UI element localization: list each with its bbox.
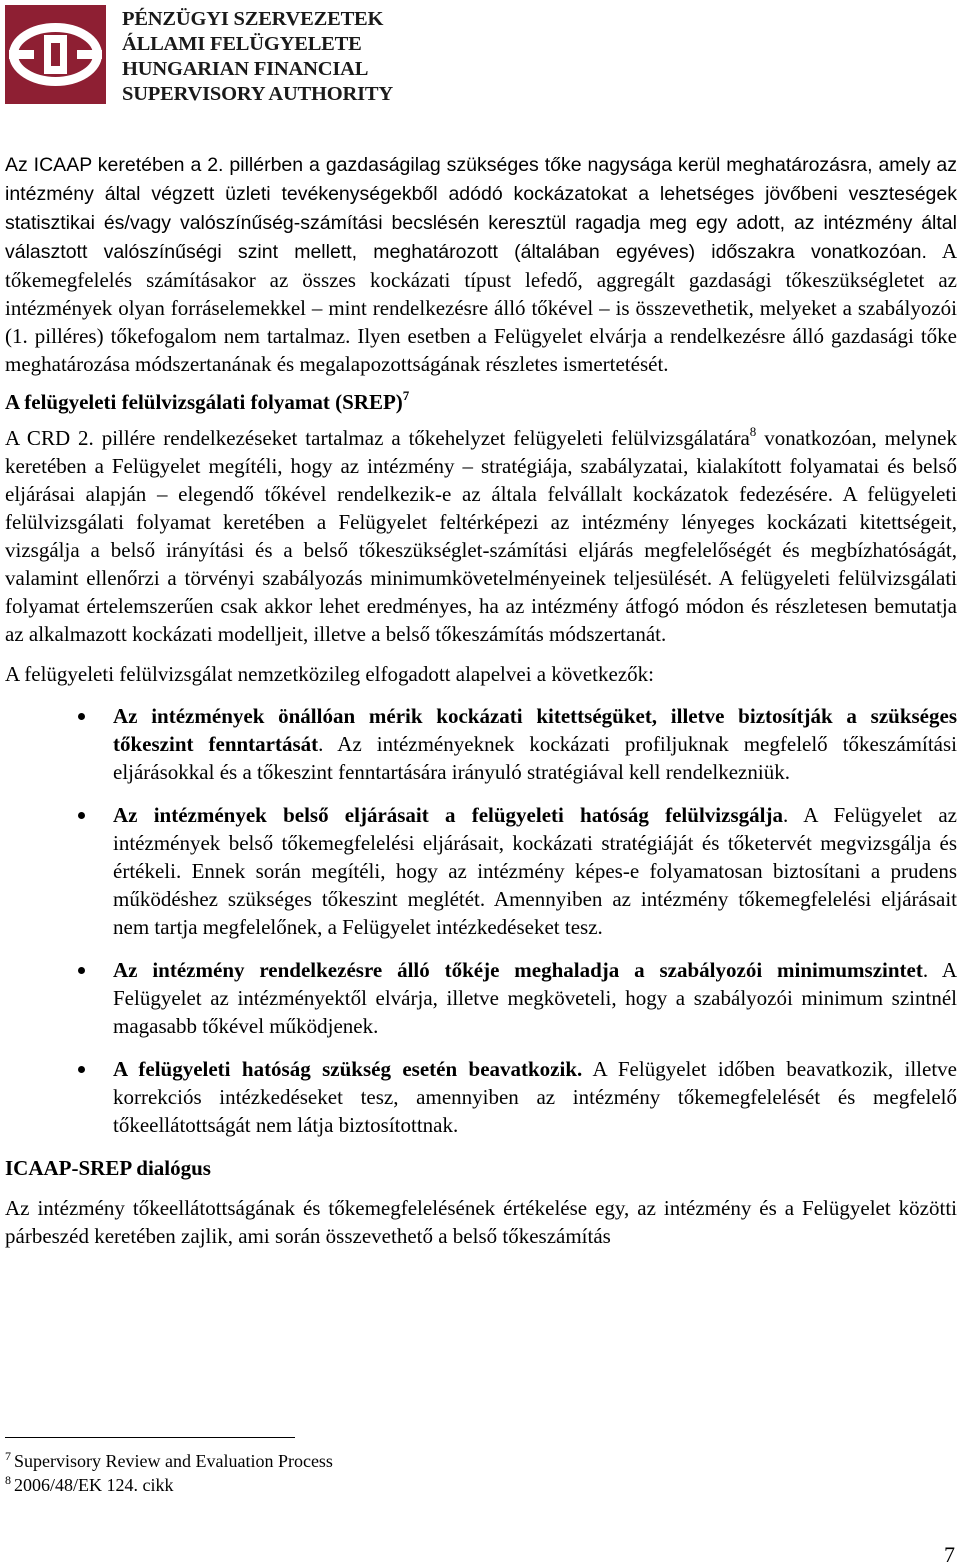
org-name-line: HUNGARIAN FINANCIAL	[122, 58, 369, 80]
footnote-item	[5, 1473, 333, 1497]
footnote-ref[interactable]: 7	[402, 388, 410, 403]
footnote-text: 2006/48/EK 124. cikk	[14, 1475, 174, 1495]
bullet-icon	[78, 1066, 85, 1073]
intro-text-part1: Az ICAAP keretében a 2. pillérben a gazdaságilag szükséges tőke nagysága kerül meghatározásra, amely az intézmény által végzett üzleti tevékenységekből adódó kockázatokat a lehetséges jövőbeni veszteségek statisztikai és/vagy valószínűség-számítási becslésén keresztül ragadja meg egy adott, az intézmény által választott valószínűségi szint mellett, meghatározott (általában egyéves) időszakra vonatkozóan.	[5, 154, 957, 263]
principle-text: . A Felügyelet az intézmények belső tőkemegfelelési eljárásait, kockázati stratégiáját és tőketervét megvizsgálja és értékeli. Ennek során megítéli, hogy az intézmény képes-e folyamatosan biztosítani a prudens működéshez szükséges tőkeszint meglétét. Amennyiben az intézmény tőkemegfelelési eljárásait nem tartja megfelelőnek, a Felügyelet intézkedéseket tesz.	[113, 803, 957, 939]
principle-title: Az intézmények belső eljárásait a felügyeleti hatóság felülvizsgálja	[113, 803, 783, 827]
srep-text-a: A CRD 2. pillére rendelkezéseket tartalmaz a tőkehelyzet felügyeleti felülvizsgálatára	[5, 426, 750, 450]
footnote-text: Supervisory Review and Evaluation Process	[14, 1451, 333, 1471]
footnotes	[5, 1449, 333, 1497]
document-header	[5, 5, 425, 105]
intro-text-part2: A tőkemegfelelés számításakor az összes kockázati típust lefedő, aggregált gazdasági tőkeszükségletet az intézmények olyan forráselemekkel – mint rendelkezésre álló tőkével – is összevethetik, melyeket a szabályozói (1. pilléres) tőkefogalom nem tartalmaz. Ilyen esetben a Felügyelet elvárja a rendelkezésre álló gazdasági tőke meghatározása módszertanának és megalapozottságának részletes ismertetését.	[5, 239, 957, 376]
org-name-line: SUPERVISORY AUTHORITY	[122, 83, 393, 105]
bullet-icon	[78, 713, 85, 720]
principle-title: A felügyeleti hatóság szükség esetén beavatkozik.	[113, 1057, 583, 1081]
principle-text: . Az intézményeknek kockázati profiljuknak megfelelő tőkeszámítási eljárásokkal és a tőkeszint fenntartására irányuló stratégiával kell rendelkezniük.	[113, 732, 957, 784]
srep-heading-text: A felügyeleti felülvizsgálati folyamat (SREP)	[5, 390, 403, 414]
organization-name	[122, 7, 393, 107]
page-number: 7	[944, 1542, 955, 1567]
org-name-line: PÉNZÜGYI SZERVEZETEK	[122, 8, 384, 30]
principle-text: . A Felügyelet az intézményektől elvárja, illetve megköveteli, hogy a szabályozói minimum szintnél magasabb tőkével működjenek.	[113, 958, 957, 1038]
footnote-number: 7	[5, 1449, 11, 1463]
org-name-line: ÁLLAMI FELÜGYELETE	[122, 33, 362, 55]
bullet-icon	[78, 967, 85, 974]
psz-logo-icon	[5, 5, 106, 104]
list-item	[5, 801, 957, 941]
principle-text: A Felügyelet időben beavatkozik, illetve korrekciós intézkedéseket tesz, amennyiben az intézmény tőkemegfelelését és megfelelő tőkeellátottságát nem látja biztosítottnak.	[113, 1057, 957, 1137]
document-body	[5, 150, 957, 1250]
srep-paragraph	[5, 424, 957, 648]
list-item	[5, 1055, 957, 1139]
intro-paragraph	[5, 150, 957, 378]
dialog-heading: ICAAP-SREP dialógus	[5, 1156, 211, 1180]
srep-heading	[5, 388, 957, 416]
footnote-divider	[5, 1437, 295, 1438]
principles-list	[5, 702, 957, 1139]
list-item	[5, 702, 957, 786]
footnote-ref[interactable]: 8	[749, 424, 757, 439]
dialog-paragraph: Az intézmény tőkeellátottságának és tőkemegfelelésének értékelése egy, az intézmény és a Felügyelet közötti párbeszéd keretében zajlik, ami során összevethető a belső tőkeszámítás	[5, 1196, 957, 1248]
list-item	[5, 956, 957, 1040]
footnote-item	[5, 1449, 333, 1473]
footnote-number: 8	[5, 1473, 11, 1487]
principle-title: Az intézmény rendelkezésre álló tőkéje meghaladja a szabályozói minimumszintet	[113, 958, 923, 982]
bullet-icon	[78, 812, 85, 819]
principles-intro: A felügyeleti felülvizsgálat nemzetközileg elfogadott alapelvei a következők:	[5, 662, 654, 686]
srep-text-b: vonatkozóan, melynek keretében a Felügyelet megítéli, hogy az intézmény – stratégiája, szabályzatai, kialakított folyamatai és belső eljárásai alapján – elegendő tőkével rendelkezik-e az általa felvállalt kockázatok fedezésére. A felügyeleti felülvizsgálati folyamat keretében a Felügyelet feltérképezi az intézmény lényeges kockázati kitettségeit, vizsgálja a belső irányítási és a belső tőkeszükséglet-számítási eljárás megfelelőségét és megbízhatóságát, valamint ellenőrzi a törvényi szabályozás minimumkövetelményeinek teljesülését. A felügyeleti felülvizsgálati folyamat értelemszerűen csak akkor lehet eredményes, ha az intézmény átfogó módon és részletesen bemutatja az alkalmazott kockázati modelljeit, illetve a belső tőkeszámítás módszertanát.	[5, 426, 957, 646]
principle-title: Az intézmények önállóan mérik kockázati kitettségüket, illetve biztosítják a szükséges tőkeszint fenntartását	[113, 704, 957, 756]
